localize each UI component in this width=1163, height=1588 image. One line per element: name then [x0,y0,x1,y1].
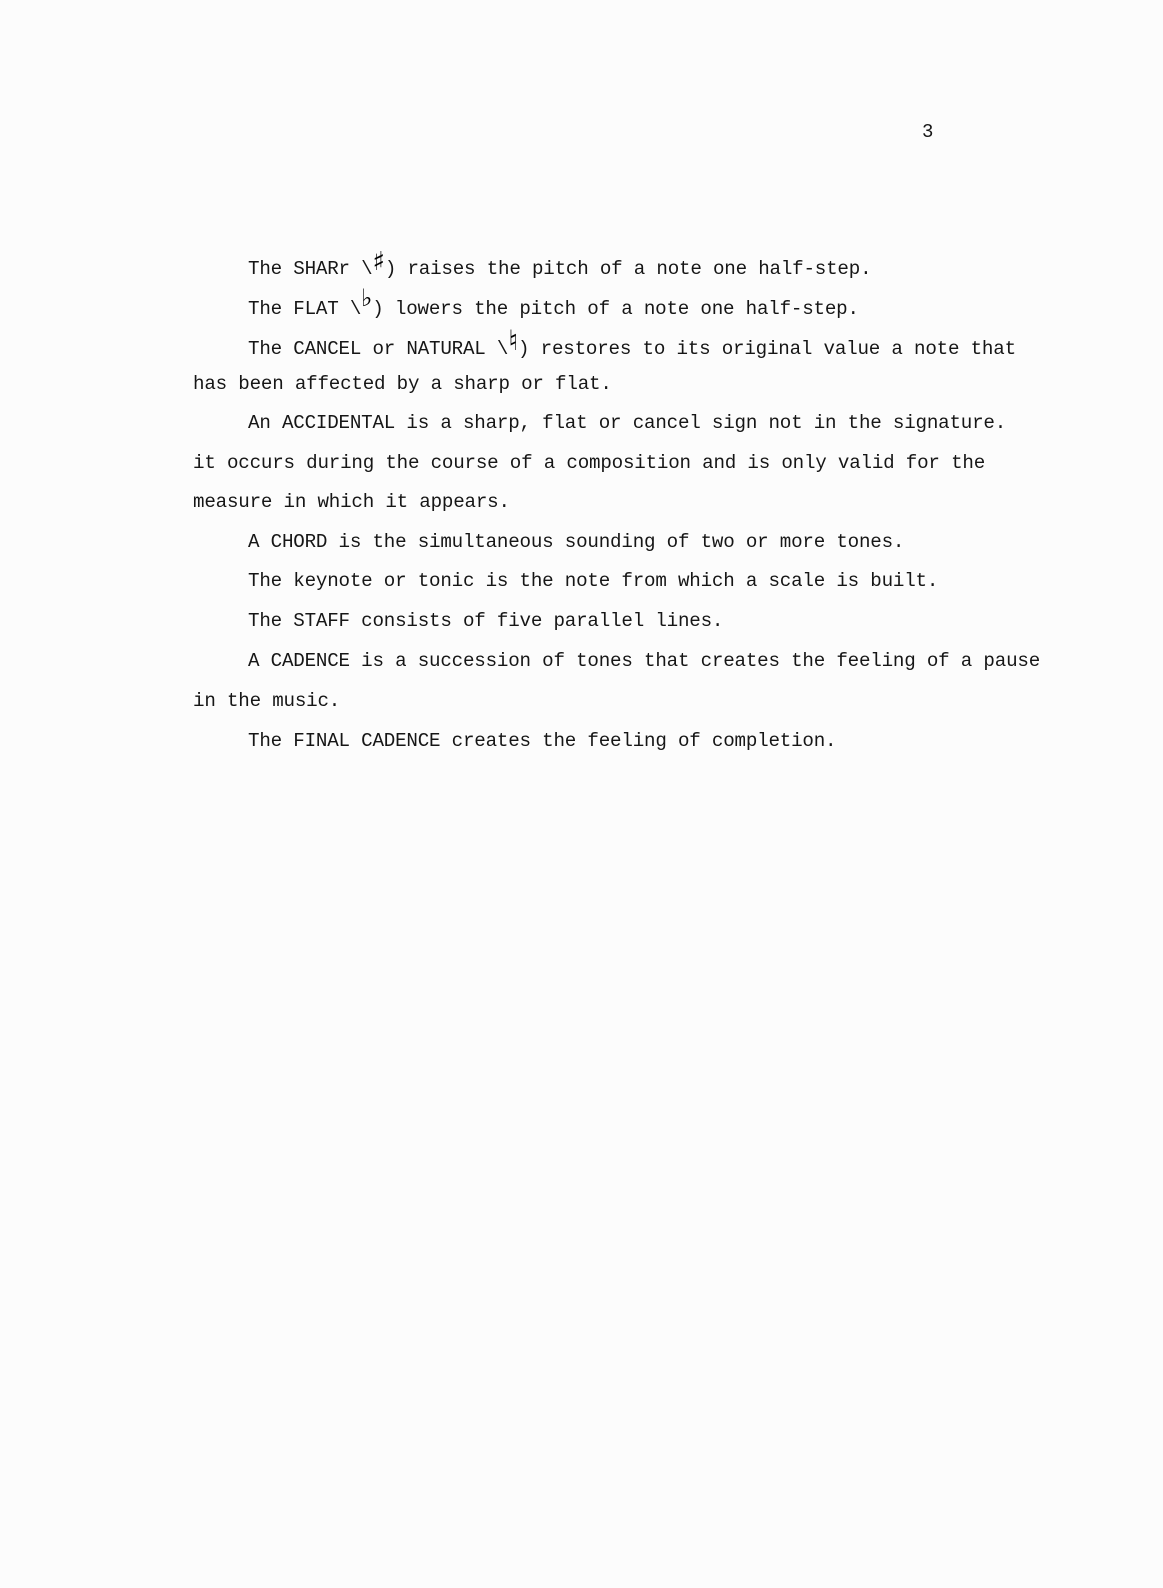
flat-sign-icon: ♭ [361,284,373,312]
final-cadence-definition-line: The FINAL CADENCE creates the feeling of completion. [248,730,837,752]
flat-definition-pre: The FLAT \ [248,298,362,320]
natural-definition-post: ) restores to its original value a note that [518,338,1016,360]
sharp-definition-post: ) raises the pitch of a note one half-step. [384,258,872,280]
sharp-definition-line [248,247,872,282]
natural-definition-line [248,324,1016,362]
natural-definition-pre: The CANCEL or NATURAL \ [248,338,509,360]
accidental-definition-line-2: it occurs during the course of a composition and is only valid for the [193,452,986,474]
accidental-definition-line-3: measure in which it appears. [193,491,510,513]
staff-definition-line: The STAFF consists of five parallel lines. [248,610,724,632]
accidental-definition-line: An ACCIDENTAL is a sharp, flat or cancel sign not in the signature. [248,412,1007,434]
page-number: 3 [922,121,934,143]
cadence-definition-line-2: in the music. [193,690,341,712]
natural-definition-continuation: has been affected by a sharp or flat. [193,373,612,395]
natural-sign-icon: ♮ [508,324,519,357]
sharp-sign-icon: ♯ [372,247,385,277]
keynote-definition-line: The keynote or tonic is the note from which a scale is built. [248,570,939,592]
chord-definition-line: A CHORD is the simultaneous sounding of two or more tones. [248,531,905,553]
sharp-definition-pre: The SHARr \ [248,258,373,280]
flat-definition-line [248,284,859,322]
cadence-definition-line: A CADENCE is a succession of tones that creates the feeling of a pause [248,650,1041,672]
flat-definition-post: ) lowers the pitch of a note one half-step. [372,298,859,320]
